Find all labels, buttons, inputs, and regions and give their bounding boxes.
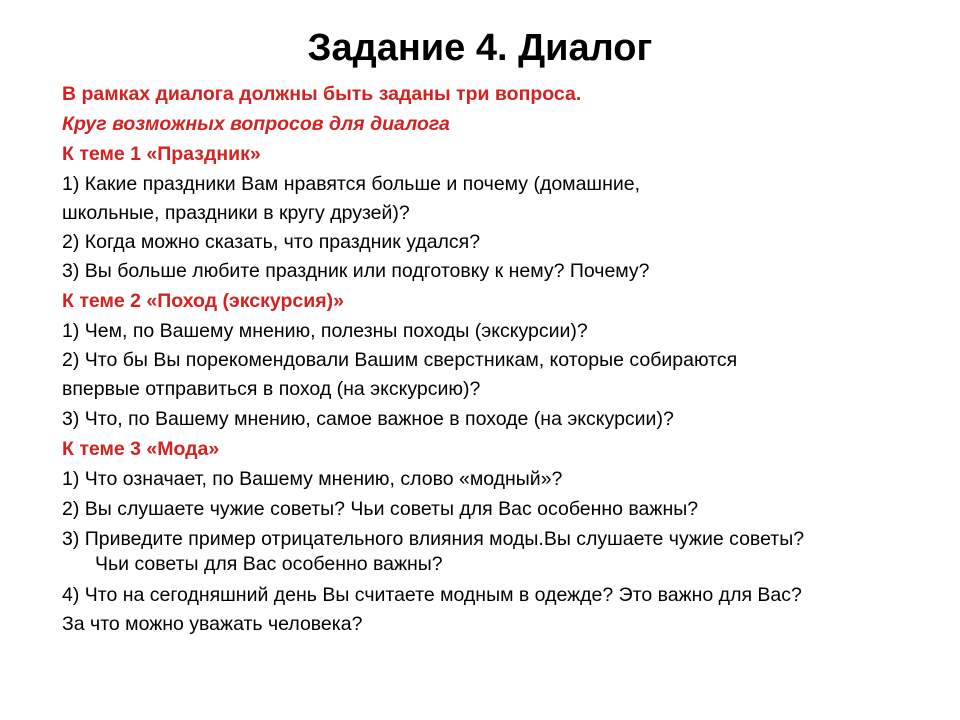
topic-1-question-2: 2) Когда можно сказать, что праздник удался?: [62, 231, 481, 253]
topic-1-question-1-cont: школьные, праздники в кругу друзей)?: [62, 202, 410, 224]
topic-3-question-1: 1) Что означает, по Вашему мнению, слово «модный»?: [62, 468, 563, 490]
topic-2-question-2-cont: впервые отправиться в поход (на экскурсию)?: [62, 378, 481, 400]
topic-1-question-1: 1) Какие праздники Вам нравятся больше и почему (домашние,: [62, 173, 640, 195]
topic-3-question-3-cont: Чьи советы для Вас особенно важны?: [95, 553, 443, 575]
topic-3-question-3: 3) Приведите пример отрицательного влияния моды.Вы слушаете чужие советы?: [62, 528, 805, 550]
topic-3-question-4: 4) Что на сегодняшний день Вы считаете модным в одежде? Это важно для Вас?: [62, 584, 802, 606]
topic-3-question-2: 2) Вы слушаете чужие советы? Чьи советы для Вас особенно важны?: [62, 498, 699, 520]
topic-2-question-1: 1) Чем, по Вашему мнению, полезны походы (экскурсии)?: [62, 320, 588, 342]
page-title: Задание 4. Диалог: [307, 27, 653, 69]
topic-2-heading: К теме 2 «Поход (экскурсия)»: [62, 290, 344, 312]
intro-line-1: В рамках диалога должны быть заданы три вопроса.: [62, 83, 582, 105]
topic-3-heading: К теме 3 «Мода»: [62, 438, 220, 460]
topic-2-question-3: 3) Что, по Вашему мнению, самое важное в походе (на экскурсии)?: [62, 408, 674, 430]
topic-3-question-4-cont: За что можно уважать человека?: [62, 613, 363, 635]
topic-2-question-2: 2) Что бы Вы порекомендовали Вашим сверстникам, которые собираются: [62, 349, 738, 371]
intro-line-2: Круг возможных вопросов для диалога: [62, 113, 450, 135]
topic-1-heading: К теме 1 «Праздник»: [62, 143, 261, 165]
topic-1-question-3: 3) Вы больше любите праздник или подготовку к нему? Почему?: [62, 260, 650, 282]
